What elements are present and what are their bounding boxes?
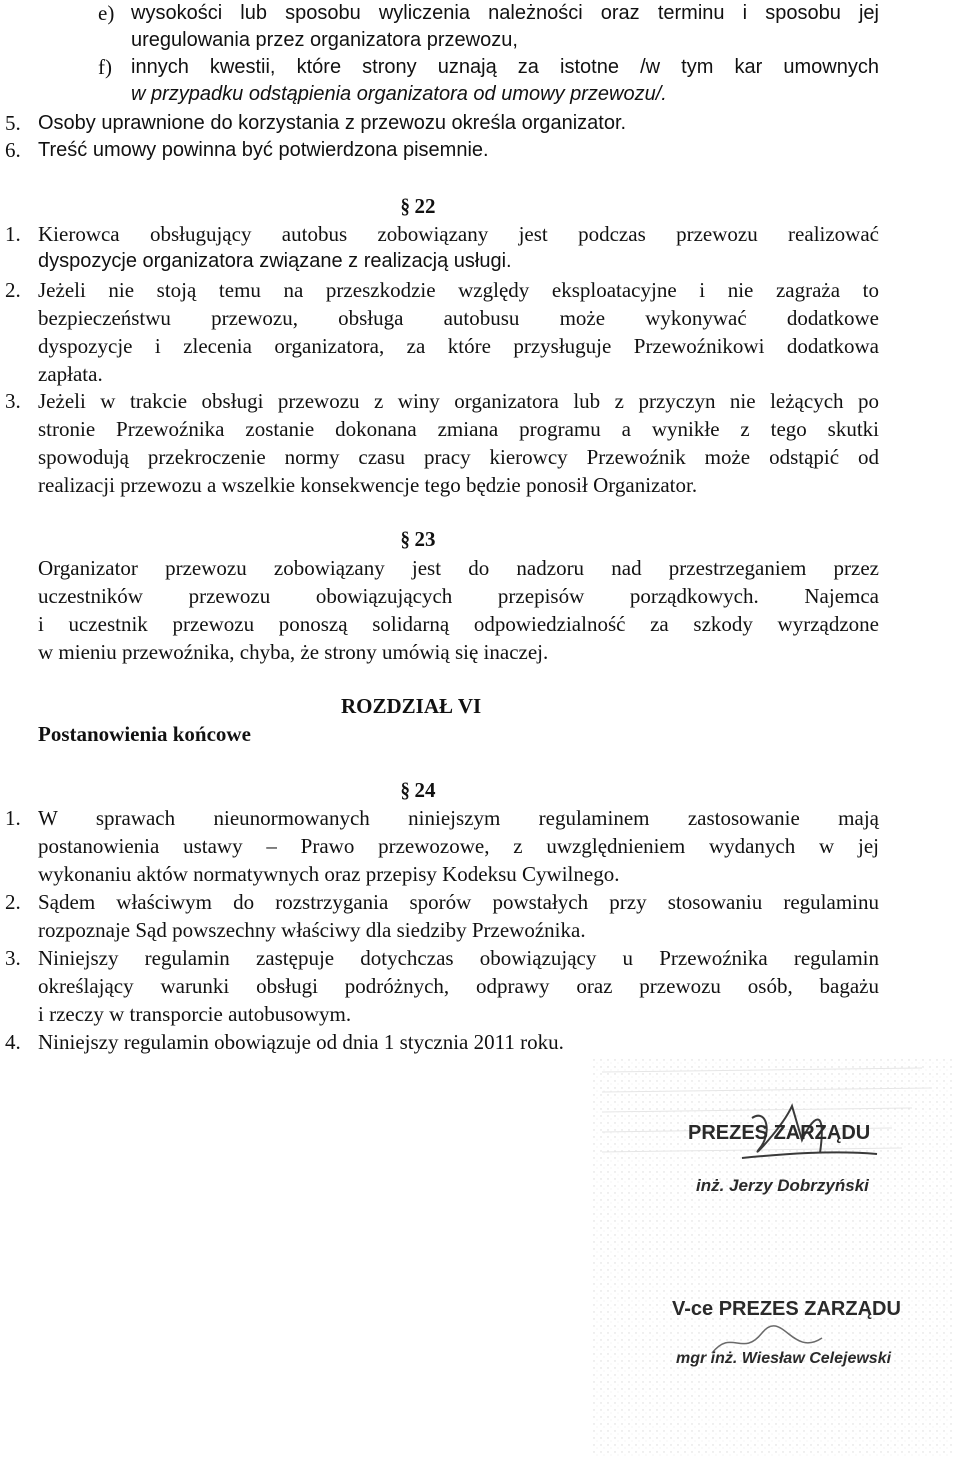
paragraph-symbol: § [400,527,410,551]
point-marker: 1. [5,222,21,246]
point-line: spowodują przekroczenie normy czasu pracy kierowcy Przewoźnik może odstąpić od [38,445,879,469]
chapter-title: ROZDZIAŁ VI [341,694,482,718]
paragraph-line: i uczestnik przewozu ponoszą solidarną odpowiedzialność za szkody wyrządzone [38,612,879,636]
point-line: Sądem właściwym do rozstrzygania sporów powstałych przy stosowaniu regulaminu [38,890,879,914]
point-line: i rzeczy w transporcie autobusowym. [38,1002,352,1026]
section-number: 22 [414,194,436,218]
point-line: stronie Przewoźnika zostanie dokonana zmiana programu a wynikłe z tego skutki [38,417,879,441]
paragraph-line: w mieniu przewoźnika, chyba, że strony umówią się inaczej. [38,640,549,664]
stamp-background [592,1058,952,1458]
point-marker: 5. [5,111,21,135]
paragraph-symbol: § [400,778,410,802]
point-line: zapłata. [38,362,103,386]
stamp-title-1: PREZES ZARZĄDU [688,1122,871,1144]
item-line: wysokości lub sposobu wyliczenia należności oraz terminu i sposobu jej [131,2,879,24]
point-line: bezpieczeństwu przewozu, obsługa autobusu może wykonywać dodatkowe [38,306,879,330]
point-marker: 4. [5,1030,21,1054]
point-line: Jeżeli w trakcie obsługi przewozu z winy organizatora lub z przyczyn nie leżących po [38,389,879,413]
stamp-name-1: inż. Jerzy Dobrzyński [696,1176,869,1195]
item-marker: e) [98,1,115,25]
paragraph-symbol: § [400,194,410,218]
point-line: dyspozycje organizatora związane z realizacją usługi. [38,250,512,272]
item-line: w przypadku odstąpienia organizatora od umowy przewozu/. [131,83,667,105]
point-line: postanowienia ustawy – Prawo przewozowe, z uwzględnieniem wydanych w jej [38,834,879,858]
stamp-title-2: V-ce PREZES ZARZĄDU [672,1298,901,1320]
point-marker: 2. [5,278,21,302]
point-line: wykonaniu aktów normatywnych oraz przepisy Kodeksu Cywilnego. [38,862,620,886]
section-heading-23 [400,526,436,553]
point-line: Niniejszy regulamin obowiązuje od dnia 1 stycznia 2011 roku. [38,1030,564,1054]
point-line: Treść umowy powinna być potwierdzona pisemnie. [38,139,489,161]
point-line: Jeżeli nie stoją temu na przeszkodzie względy eksploatacyjne i nie zagraża to [38,278,879,302]
section-number: 23 [414,527,436,551]
point-line: rozpoznaje Sąd powszechny właściwy dla siedziby Przewoźnika. [38,918,586,942]
point-line: realizacji przewozu a wszelkie konsekwencje tego będzie ponosił Organizator. [38,473,698,497]
section-number: 24 [414,778,436,802]
point-line: określający warunki obsługi podróżnych, odprawy oraz przewozu osób, bagażu [38,974,879,998]
point-marker: 6. [5,138,21,162]
paragraph-line: uczestników przewozu obowiązujących przepisów porządkowych. Najemca [38,584,879,608]
point-marker: 3. [5,389,21,413]
chapter-subtitle: Postanowienia końcowe [38,722,251,746]
point-marker: 3. [5,946,21,970]
point-line: Niniejszy regulamin zastępuje dotychczas obowiązujący u Przewoźnika regulamin [38,946,879,970]
point-line: Kierowca obsługujący autobus zobowiązany jest podczas przewozu realizować [38,222,879,246]
stamp-name-2: mgr inż. Wiesław Celejewski [676,1350,892,1367]
point-line: W sprawach nieunormowanych niniejszym regulaminem zastosowanie mają [38,806,879,830]
item-line: innych kwestii, które strony uznają za istotne /w tym kar umownych [131,56,879,78]
section-heading-22 [400,193,436,220]
point-marker: 1. [5,806,21,830]
section-heading-24 [400,777,436,804]
point-line: Osoby uprawnione do korzystania z przewozu określa organizator. [38,112,627,134]
point-marker: 2. [5,890,21,914]
signature-stamp [592,1058,952,1458]
point-line: dyspozycje i zlecenia organizatora, za które przysługuje Przewoźnikowi dodatkowa [38,334,879,358]
item-line: uregulowania przez organizatora przewozu, [131,29,518,51]
paragraph-line: Organizator przewozu zobowiązany jest do nadzoru nad przestrzeganiem przez [38,556,879,580]
item-marker: f) [98,55,112,79]
